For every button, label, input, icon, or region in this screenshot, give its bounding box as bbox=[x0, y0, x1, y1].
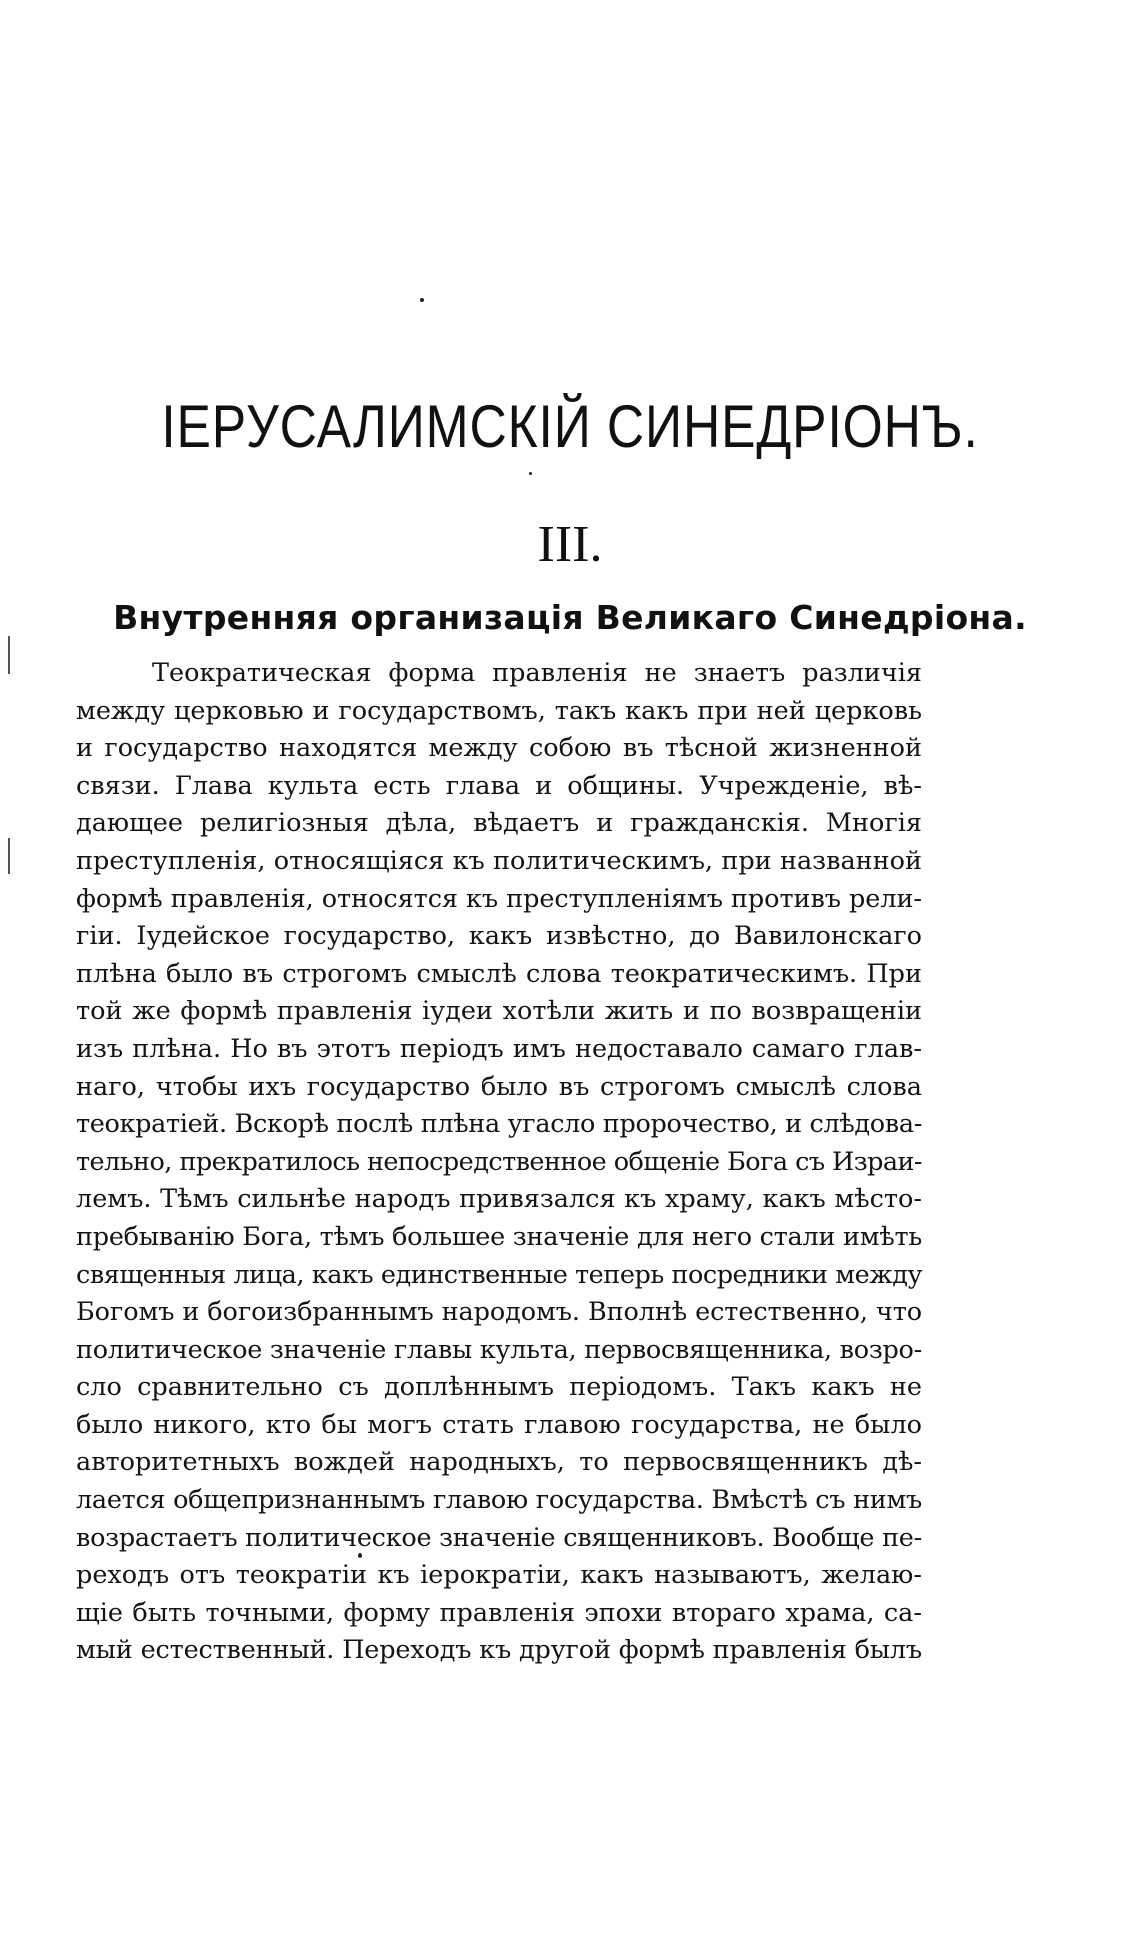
scan-speck bbox=[529, 472, 532, 475]
text-line: мый естественный. Переходъ къ другой формѣ правленія былъ bbox=[76, 1635, 922, 1666]
paragraph bbox=[76, 655, 922, 1670]
text-line: пребыванію Бога, тѣмъ большее значеніе для него стали имѣть bbox=[76, 1221, 922, 1252]
text-line: изъ плѣна. Но въ этотъ періодъ имъ недоставало самаго глав- bbox=[76, 1033, 922, 1064]
text-line: той же формѣ правленія іудеи хотѣли жить и по возвращеніи bbox=[76, 996, 922, 1027]
section-title: Внутренняя организація Великаго Синедріона. bbox=[113, 598, 1027, 637]
text-line: наго, чтобы ихъ государство было въ строгомъ смыслѣ слова bbox=[76, 1071, 922, 1102]
text-line: лемъ. Тѣмъ сильнѣе народъ привязался къ храму, какъ мѣсто- bbox=[76, 1184, 922, 1215]
text-line: теократіей. Вскорѣ послѣ плѣна угасло пророчество, и слѣдова- bbox=[76, 1109, 922, 1140]
page-title: ІЕРУСАЛИМСКІЙ СИНЕДРІОНЪ. bbox=[161, 393, 979, 460]
text-line: связи. Глава культа есть глава и общины. Учрежденіе, вѣ- bbox=[76, 770, 922, 801]
text-line: формѣ правленія, относятся къ преступленіямъ противъ рели- bbox=[76, 883, 922, 914]
text-line: тельно, прекратилось непосредственное общеніе Бога съ Израи- bbox=[76, 1146, 922, 1177]
scan-speck bbox=[420, 298, 424, 302]
text-line: реходъ отъ теократіи къ іерократіи, какъ называютъ, желаю- bbox=[76, 1560, 922, 1591]
text-line: плѣна было въ строгомъ смыслѣ слова теократическимъ. При bbox=[76, 958, 922, 989]
text-line: гіи. Іудейское государство, какъ извѣстно, до Вавилонскаго bbox=[76, 921, 922, 952]
text-line: преступленія, относящіяся къ политическимъ, при названной bbox=[76, 845, 922, 876]
text-line: лается общепризнаннымъ главою государства. Вмѣстѣ съ нимъ bbox=[76, 1485, 922, 1516]
text-line: и государство находятся между собою въ тѣсной жизненной bbox=[76, 733, 922, 764]
text-line: было никого, кто бы могъ стать главою государства, не было bbox=[76, 1409, 922, 1440]
text-line: политическое значеніе главы культа, первосвященника, возро- bbox=[76, 1334, 922, 1365]
text-line: священныя лица, какъ единственные теперь посредники между bbox=[76, 1259, 922, 1290]
text-line: между церковью и государствомъ, такъ какъ при ней церковь bbox=[76, 695, 922, 726]
scan-edge-mark bbox=[8, 838, 10, 874]
text-line: сло сравнительно съ доплѣннымъ періодомъ. Такъ какъ не bbox=[76, 1372, 922, 1403]
text-line: Теократическая форма правленія не знаетъ различія bbox=[152, 658, 922, 688]
text-line: возрастаетъ политическое значеніе священниковъ. Вообще пе- bbox=[76, 1522, 922, 1553]
chapter-number: III. bbox=[537, 516, 603, 573]
scan-edge-mark bbox=[8, 636, 10, 674]
text-line: авторитетныхъ вождей народныхъ, то первосвященникъ дѣ- bbox=[76, 1447, 922, 1478]
text-line: дающее религіозныя дѣла, вѣдаетъ и гражданскія. Многія bbox=[76, 808, 922, 839]
text-line: Богомъ и богоизбраннымъ народомъ. Вполнѣ естественно, что bbox=[76, 1297, 922, 1328]
text-line: щіе быть точными, форму правленія эпохи втораго храма, са- bbox=[76, 1597, 922, 1628]
